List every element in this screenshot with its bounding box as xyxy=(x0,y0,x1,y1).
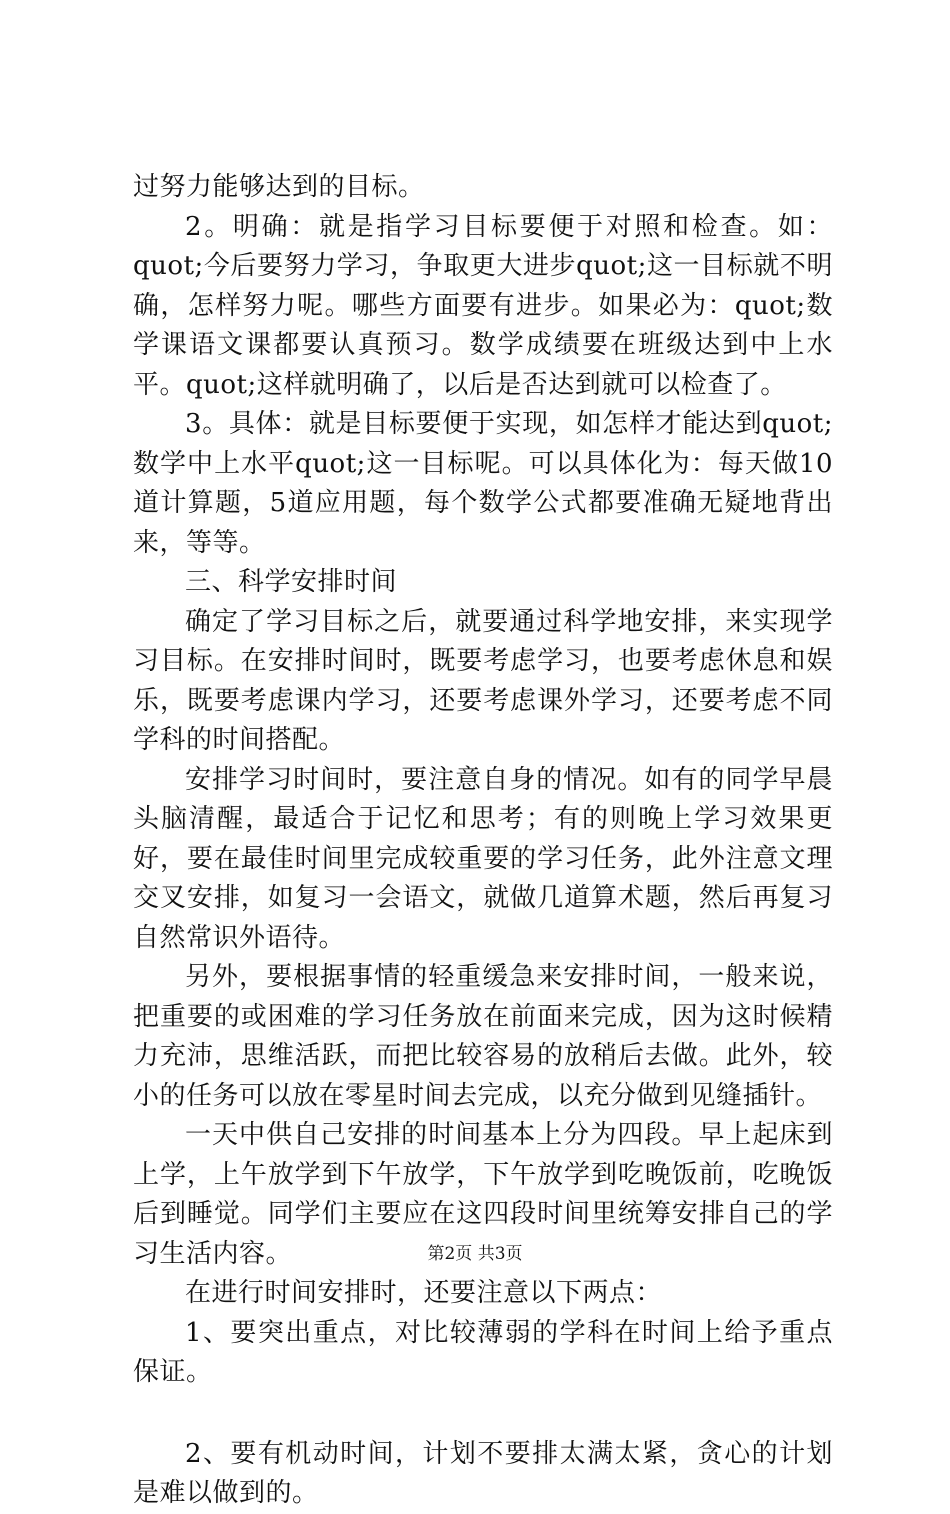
paragraph-self: 安排学习时间时，要注意自身的情况。如有的同学早晨头脑清醒，最适合于记忆和思考；有的则晚上学习效果更好，要在最佳时间里完成较重要的学习任务，此外注意文理交叉安排，如复习一会语文，就做几道算术题，然后再复习自然常识外语待。 xyxy=(133,764,833,953)
paragraph-four-periods: 一天中供自己安排的时间基本上分为四段。早上起床到上学，上午放学到下午放学，下午放学到吃晚饭前，吃晚饭后到睡觉。同学们主要应在这四段时间里统筹安排自己的学习生活内容。 xyxy=(133,1120,833,1269)
body-text xyxy=(133,168,833,1514)
page-footer: 第2页 共3页 xyxy=(427,1244,523,1264)
paragraph-goals: 确定了学习目标之后，就要通过科学地安排，来实现学习目标。在安排时间时，既要考虑学习，也要考虑休息和娱乐，既要考虑课内学习，还要考虑课外学习，还要考虑不同学科的时间搭配。 xyxy=(133,606,833,755)
paragraph-clarity: 2。明确：就是指学习目标要便于对照和检查。如：quot;今后要努力学习，争取更大进步quot;这一目标就不明确，怎样努力呢。哪些方面要有进步。如果必为：quot;数学课语文课都要认真预习。数学成绩要在班级达到中上水平。quot;这样就明确了，以后是否达到就可以检查了。 xyxy=(133,211,833,400)
list-item-focus: 1、要突出重点，对比较薄弱的学科在时间上给予重点保证。 xyxy=(133,1317,833,1387)
paragraph-notes-intro: 在进行时间安排时，还要注意以下两点： xyxy=(185,1278,663,1308)
list-item-flexible: 2、要有机动时间，计划不要排太满太紧，贪心的计划是难以做到的。 xyxy=(133,1438,833,1508)
section-heading: 三、科学安排时间 xyxy=(185,567,398,597)
paragraph-priority: 另外，要根据事情的轻重缓急来安排时间，一般来说，把重要的或困难的学习任务放在前面来完成，因为这时候精力充沛，思维活跃，而把比较容易的放稍后去做。此外，较小的任务可以放在零星时间去完成，以充分做到见缝插针。 xyxy=(133,962,833,1111)
paragraph-specific: 3。具体：就是目标要便于实现，如怎样才能达到quot;数学中上水平quot;这一目标呢。可以具体化为：每天做10道计算题，5道应用题，每个数学公式都要准确无疑地背出来，等等。 xyxy=(133,409,833,558)
paragraph-continuation: 过努力能够达到的目标。 xyxy=(133,172,425,202)
